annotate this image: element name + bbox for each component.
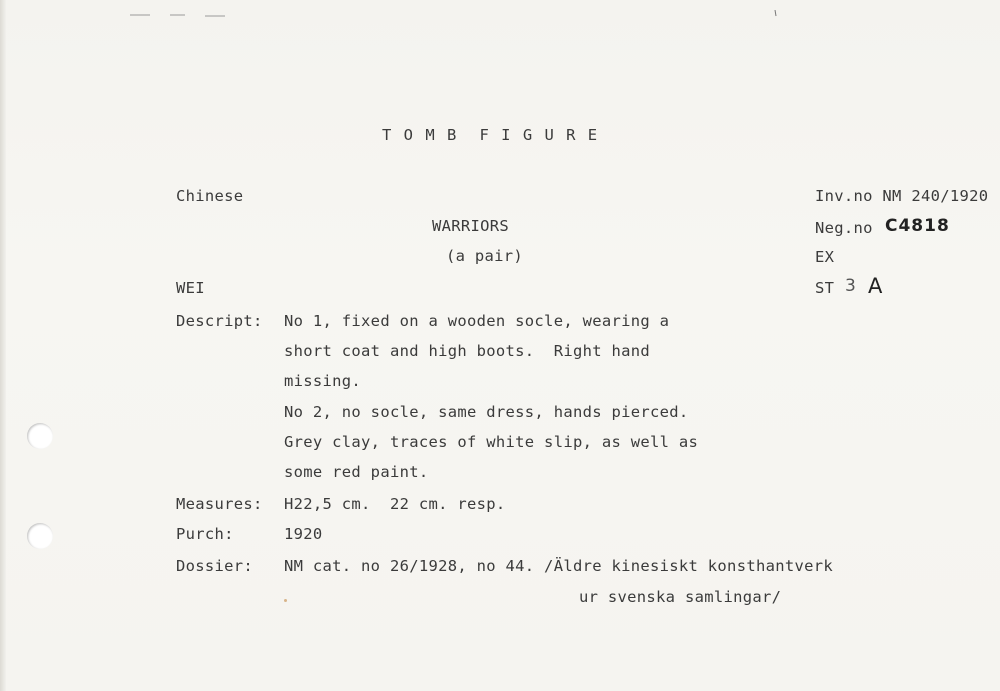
- period-text: WEI: [176, 279, 205, 297]
- punch-hole: [27, 523, 53, 549]
- dossier-line: NM cat. no 26/1928, no 44. /Äldre kinesiskt konsthantverk: [284, 557, 834, 575]
- paper-speck: [284, 599, 287, 602]
- description-line: short coat and high boots. Right hand: [284, 342, 651, 360]
- ex-text: EX: [815, 248, 835, 266]
- description-line: missing.: [284, 372, 362, 390]
- measures-label: Measures:: [176, 495, 263, 513]
- punch-hole: [27, 423, 53, 449]
- purch-label: Purch:: [176, 525, 234, 543]
- description-line: No 1, fixed on a wooden socle, wearing a: [284, 312, 670, 330]
- description-line: some red paint.: [284, 463, 429, 481]
- dossier-label: Dossier:: [176, 557, 254, 575]
- object-subtitle: (a pair): [446, 247, 524, 265]
- descript-label: Descript:: [176, 312, 263, 330]
- negative-label: Neg.no: [815, 219, 873, 237]
- inventory-number: Inv.no NM 240/1920: [815, 187, 989, 205]
- object-name: WARRIORS: [432, 217, 510, 235]
- purch-value: 1920: [284, 525, 323, 543]
- culture-text: Chinese: [176, 187, 244, 205]
- st-handwritten-number: 3: [845, 276, 856, 296]
- st-label: ST: [815, 279, 835, 297]
- negative-number-handwritten: C4818: [885, 216, 950, 236]
- card-edge: [0, 0, 6, 691]
- description-line: Grey clay, traces of white slip, as well as: [284, 433, 699, 451]
- dossier-line: ur svenska samlingar/: [579, 588, 782, 606]
- measures-value: H22,5 cm. 22 cm. resp.: [284, 495, 506, 513]
- top-pencil-marks: [130, 10, 780, 20]
- description-line: No 2, no socle, same dress, hands pierced.: [284, 403, 689, 421]
- st-handwritten-letter: A: [868, 274, 883, 298]
- card-title: T O M B F I G U R E: [382, 126, 599, 144]
